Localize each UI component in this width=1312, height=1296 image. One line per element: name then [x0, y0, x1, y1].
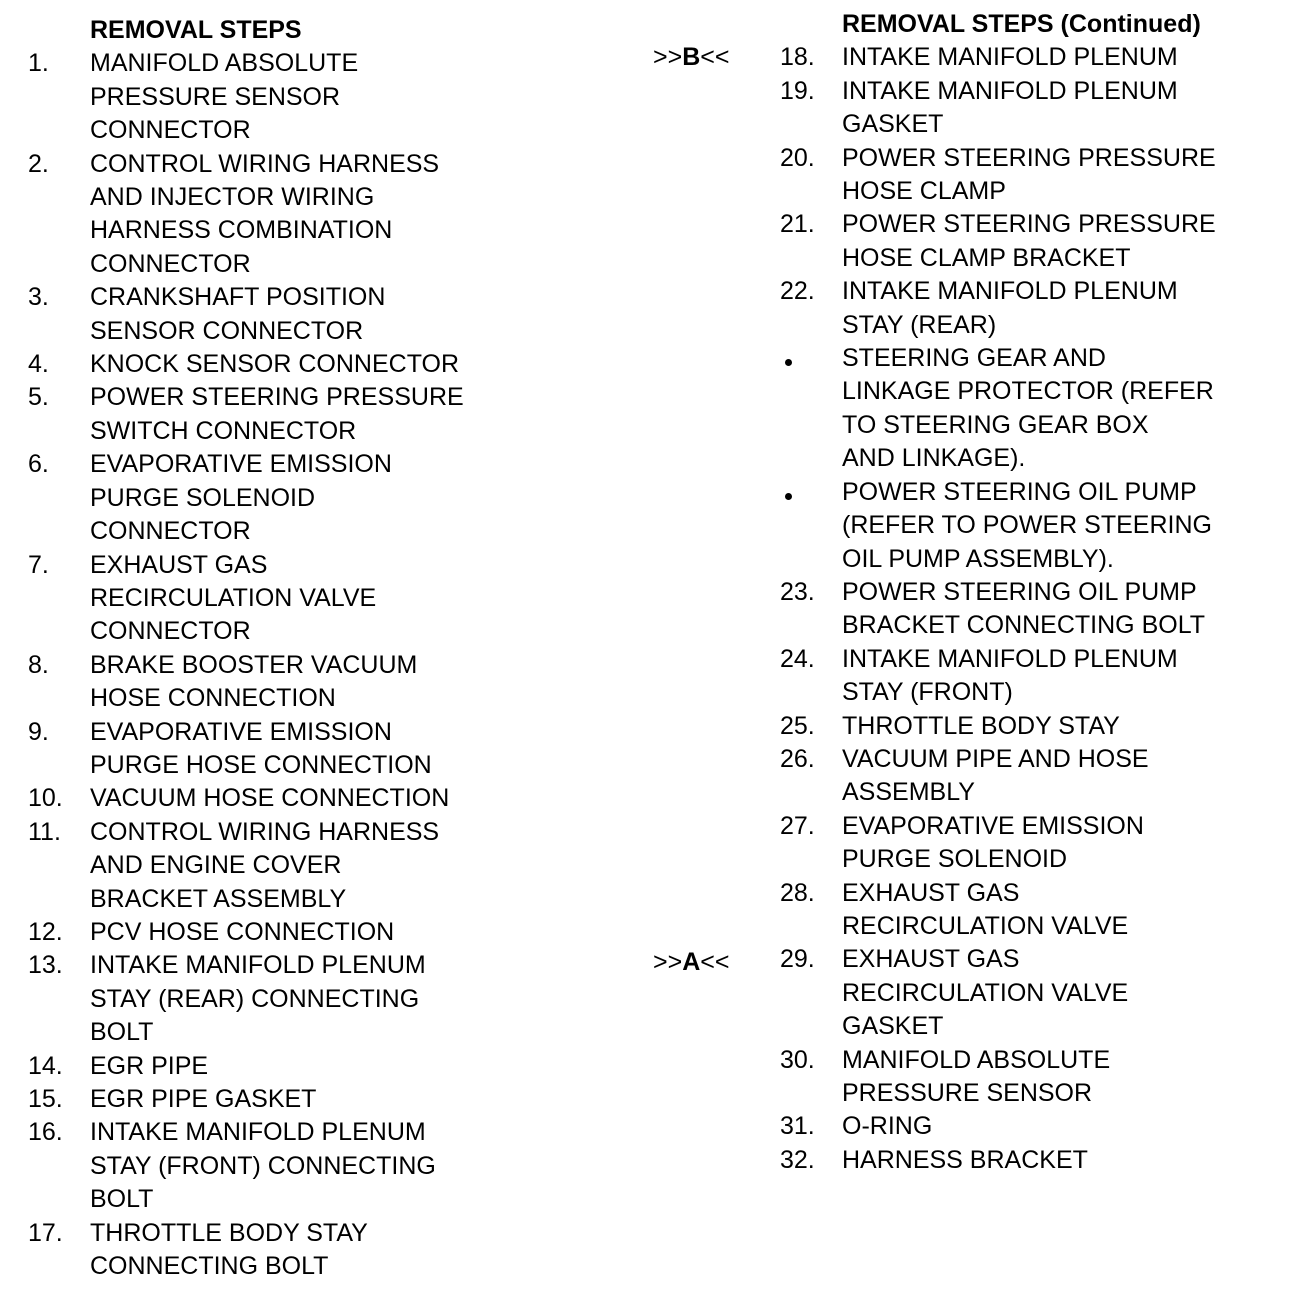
step-text: EXHAUST GAS RECIRCULATION VALVE CONNECTOR	[90, 550, 377, 646]
step-number: 10.	[28, 784, 63, 813]
step-number: 7.	[28, 550, 49, 579]
bullet-step	[780, 342, 1280, 476]
step-number: 6.	[28, 450, 49, 479]
step-number: 14.	[28, 1051, 63, 1080]
step-text: CRANKSHAFT POSITION SENSOR CONNECTOR	[90, 283, 386, 345]
step-text: CONTROL WIRING HARNESS AND ENGINE COVER BRACKET ASSEMBLY	[90, 817, 440, 913]
left-steps-list	[28, 47, 528, 1283]
removal-steps-left-column	[28, 14, 528, 1283]
step-number: 16.	[28, 1118, 63, 1147]
ref-mark-b-pre: >>	[653, 43, 683, 71]
ref-mark-a-pre: >>	[653, 948, 683, 976]
step-number: 27.	[780, 811, 815, 840]
step-text: THROTTLE BODY STAY	[842, 711, 1120, 740]
step-text: STEERING GEAR AND LINKAGE PROTECTOR (REFER TO STEERING GEAR BOX AND LINKAGE).	[842, 344, 1214, 473]
removal-step	[28, 381, 528, 448]
removal-step	[28, 47, 528, 147]
step-number: 3.	[28, 283, 49, 312]
step-number: 22.	[780, 277, 815, 306]
removal-step	[28, 916, 528, 949]
step-text: POWER STEERING PRESSURE SWITCH CONNECTOR	[90, 383, 464, 445]
step-number: 30.	[780, 1045, 815, 1074]
step-text: POWER STEERING OIL PUMP BRACKET CONNECTING BOLT	[842, 577, 1206, 640]
step-text: EVAPORATIVE EMISSION PURGE SOLENOID	[842, 811, 1144, 874]
removal-step	[28, 549, 528, 649]
step-number: 21.	[780, 210, 815, 239]
right-steps-list	[780, 41, 1280, 1177]
removal-step	[780, 643, 1280, 710]
step-text: INTAKE MANIFOLD PLENUM	[842, 43, 1178, 72]
ref-mark-a-letter: A	[682, 948, 701, 976]
step-text: MANIFOLD ABSOLUTE PRESSURE SENSOR CONNECTOR	[90, 49, 359, 145]
step-number: 15.	[28, 1085, 63, 1113]
removal-step	[780, 576, 1280, 643]
removal-step	[780, 1144, 1280, 1177]
removal-step	[28, 448, 528, 548]
ref-mark-b-post: <<	[700, 43, 730, 71]
step-number: 18.	[780, 43, 815, 72]
removal-step	[780, 208, 1280, 275]
step-number: 13.	[28, 951, 63, 980]
ref-mark-a	[653, 946, 729, 979]
removal-step	[780, 75, 1280, 142]
step-text: MANIFOLD ABSOLUTE PRESSURE SENSOR	[842, 1045, 1111, 1107]
step-text: INTAKE MANIFOLD PLENUM STAY (FRONT)	[842, 644, 1178, 707]
removal-step	[28, 1217, 528, 1284]
removal-step	[780, 142, 1280, 209]
step-number: 8.	[28, 650, 49, 679]
step-text: O-RING	[842, 1112, 933, 1141]
bullet-step	[780, 476, 1280, 576]
removal-step	[28, 148, 528, 282]
bullet-icon	[785, 359, 792, 366]
step-text: EXHAUST GAS RECIRCULATION VALVE GASKET	[842, 945, 1129, 1041]
step-number: 26.	[780, 744, 815, 773]
step-number: 24.	[780, 644, 815, 673]
removal-step	[28, 649, 528, 716]
left-column-heading: REMOVAL STEPS	[90, 16, 302, 44]
right-column-heading: REMOVAL STEPS (Continued)	[842, 10, 1201, 38]
step-text: EGR PIPE GASKET	[90, 1085, 317, 1113]
removal-step	[780, 877, 1280, 944]
step-number: 29.	[780, 945, 815, 974]
removal-step	[780, 1044, 1280, 1111]
step-text: POWER STEERING PRESSURE HOSE CLAMP BRACKET	[842, 210, 1216, 272]
step-number: 12.	[28, 917, 63, 946]
step-number: 19.	[780, 76, 815, 105]
removal-step	[780, 41, 1280, 74]
removal-step	[780, 275, 1280, 342]
step-text: VACUUM HOSE CONNECTION	[90, 784, 450, 813]
step-number: 2.	[28, 149, 49, 178]
step-number: 4.	[28, 350, 49, 379]
removal-step	[28, 1050, 528, 1083]
ref-mark-a-post: <<	[700, 948, 730, 976]
step-number: 32.	[780, 1145, 815, 1174]
step-text: THROTTLE BODY STAY CONNECTING BOLT	[90, 1218, 368, 1281]
step-text: INTAKE MANIFOLD PLENUM STAY (REAR) CONNECTING BOLT	[90, 951, 426, 1047]
step-text: EXHAUST GAS RECIRCULATION VALVE	[842, 878, 1129, 940]
step-number: 23.	[780, 577, 815, 606]
removal-step	[28, 281, 528, 348]
removal-step	[780, 710, 1280, 743]
ref-mark-b-letter: B	[682, 43, 701, 71]
step-text: EGR PIPE	[90, 1051, 209, 1080]
removal-step	[28, 782, 528, 815]
ref-mark-b	[653, 41, 729, 74]
step-text: INTAKE MANIFOLD PLENUM STAY (REAR)	[842, 277, 1178, 339]
removal-step	[28, 1116, 528, 1216]
step-text: POWER STEERING PRESSURE HOSE CLAMP	[842, 143, 1216, 206]
bullet-icon	[785, 493, 792, 500]
step-number: 11.	[28, 817, 61, 846]
step-number: 9.	[28, 717, 49, 746]
step-text: PCV HOSE CONNECTION	[90, 917, 395, 946]
step-number: 5.	[28, 383, 49, 412]
removal-step	[780, 743, 1280, 810]
step-text: BRAKE BOOSTER VACUUM HOSE CONNECTION	[90, 650, 418, 713]
step-number: 31.	[780, 1112, 815, 1141]
step-number	[780, 476, 842, 576]
removal-step	[28, 1083, 528, 1116]
step-number: 1.	[28, 49, 49, 78]
step-number	[780, 342, 842, 476]
step-text: CONTROL WIRING HARNESS AND INJECTOR WIRING HARNESS COMBINATION CONNECTOR	[90, 149, 440, 278]
step-text: INTAKE MANIFOLD PLENUM STAY (FRONT) CONNECTING BOLT	[90, 1118, 436, 1214]
removal-step	[780, 943, 1280, 1043]
step-number: 20.	[780, 143, 815, 172]
removal-step	[780, 1110, 1280, 1143]
removal-steps-right-column	[780, 8, 1280, 1177]
removal-step	[28, 949, 528, 1049]
step-number: 25.	[780, 711, 815, 740]
removal-step	[28, 716, 528, 783]
step-text: POWER STEERING OIL PUMP (REFER TO POWER STEERING OIL PUMP ASSEMBLY).	[842, 477, 1212, 573]
step-text: EVAPORATIVE EMISSION PURGE SOLENOID CONNECTOR	[90, 450, 392, 546]
step-number: 17.	[28, 1218, 63, 1247]
step-text: VACUUM PIPE AND HOSE ASSEMBLY	[842, 744, 1149, 807]
removal-step	[28, 816, 528, 916]
step-text: INTAKE MANIFOLD PLENUM GASKET	[842, 76, 1178, 139]
step-text: EVAPORATIVE EMISSION PURGE HOSE CONNECTION	[90, 717, 432, 779]
step-text: HARNESS BRACKET	[842, 1145, 1088, 1174]
step-text: KNOCK SENSOR CONNECTOR	[90, 350, 460, 379]
removal-step	[28, 348, 528, 381]
removal-step	[780, 810, 1280, 877]
step-number: 28.	[780, 878, 815, 907]
